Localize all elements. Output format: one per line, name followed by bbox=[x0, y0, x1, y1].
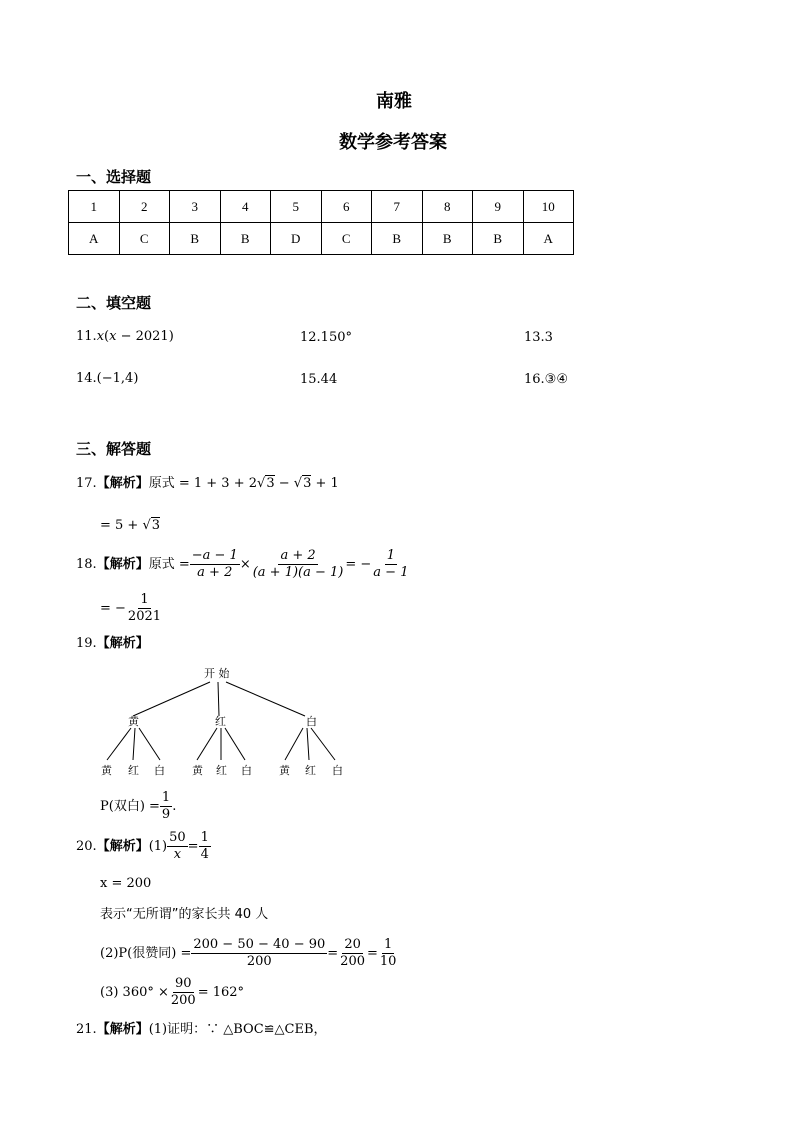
numerator: 1 bbox=[386, 548, 396, 563]
table-cell: 5 bbox=[271, 191, 322, 223]
answer-13: 13.3 bbox=[524, 330, 553, 345]
math-expr: + 1 bbox=[311, 476, 339, 491]
sqrt-arg: 3 bbox=[151, 518, 161, 533]
fraction bbox=[190, 548, 240, 581]
table-cell: 1 bbox=[69, 191, 120, 223]
q20-line4 bbox=[100, 937, 398, 970]
table-cell: A bbox=[69, 223, 120, 255]
table-cell: A bbox=[523, 223, 574, 255]
fraction bbox=[126, 592, 163, 625]
math-expr: = 162° bbox=[197, 984, 245, 1000]
tree-leaf: 红 bbox=[216, 764, 227, 777]
section-heading-choice: 一、选择题 bbox=[76, 168, 152, 186]
numerator: 1 bbox=[161, 790, 171, 805]
math-var: x bbox=[109, 329, 117, 344]
jiexi-label: 【解析】 bbox=[96, 476, 149, 491]
math-expr: = − bbox=[100, 600, 126, 616]
table-row bbox=[69, 191, 574, 223]
table-cell: B bbox=[422, 223, 473, 255]
math-expr: P(双白) = bbox=[100, 798, 160, 814]
tree-node: 红 bbox=[215, 715, 226, 728]
punctuation: . bbox=[172, 798, 177, 814]
table-cell: B bbox=[220, 223, 271, 255]
operator: = bbox=[367, 945, 378, 961]
math-expr: − 2021) bbox=[116, 329, 174, 344]
numerator: 1 bbox=[140, 592, 149, 607]
sqrt-arg: 3 bbox=[303, 476, 312, 491]
table-cell: C bbox=[119, 223, 170, 255]
table-cell: C bbox=[321, 223, 372, 255]
numerator: 20 bbox=[344, 937, 361, 952]
q17-line1: 17.【解析】原式 = 1 + 3 + 2√3 − √3 + 1 bbox=[76, 476, 339, 491]
operator: × bbox=[239, 556, 251, 572]
math-expr: = 5 + bbox=[100, 518, 143, 533]
section-heading-fill: 二、填空题 bbox=[76, 294, 152, 312]
question-number: 19. bbox=[76, 636, 97, 651]
jiexi-label: 【解析】 bbox=[96, 556, 149, 572]
table-cell: B bbox=[372, 223, 423, 255]
numerator: 1 bbox=[200, 830, 209, 845]
fraction bbox=[371, 548, 410, 581]
math-var: x bbox=[96, 329, 105, 344]
table-cell: 2 bbox=[119, 191, 170, 223]
numerator: 90 bbox=[175, 976, 192, 991]
sqrt-arg: 3 bbox=[266, 476, 275, 491]
tree-leaf: 黄 bbox=[192, 764, 203, 777]
fraction bbox=[167, 830, 188, 863]
part-label: (1) bbox=[148, 838, 168, 854]
fraction bbox=[378, 937, 399, 970]
denominator: a + 2 bbox=[197, 565, 233, 580]
table-cell: D bbox=[271, 223, 322, 255]
q17-line2: = 5 + √3 bbox=[100, 518, 161, 533]
tree-root: 开 始 bbox=[204, 667, 230, 680]
denominator: 200 bbox=[340, 954, 365, 969]
math-paren: ( bbox=[104, 329, 110, 344]
fraction bbox=[160, 790, 172, 823]
answer-table bbox=[68, 190, 574, 255]
table-cell: 7 bbox=[372, 191, 423, 223]
fraction bbox=[251, 548, 346, 581]
tree-node: 白 bbox=[306, 715, 317, 728]
answer-14: 14.(−1,4) bbox=[76, 371, 139, 386]
operator: = bbox=[327, 945, 339, 961]
table-cell: B bbox=[473, 223, 524, 255]
denominator: a − 1 bbox=[373, 565, 409, 580]
q21-line1 bbox=[76, 1020, 327, 1040]
operator: = bbox=[187, 838, 199, 854]
math-expr: = 1 + 3 + 2 bbox=[174, 476, 258, 491]
school-name: 南雅 bbox=[376, 91, 412, 112]
question-number: 17. bbox=[76, 476, 97, 491]
tree-node: 黄 bbox=[128, 715, 139, 728]
q18-line2 bbox=[100, 592, 163, 625]
section-heading-solve: 三、解答题 bbox=[76, 440, 152, 458]
denominator: 9 bbox=[161, 807, 171, 822]
numerator: a + 2 bbox=[280, 548, 316, 563]
q19-prob bbox=[100, 790, 176, 823]
fraction bbox=[169, 976, 198, 1009]
tree-leaf: 黄 bbox=[101, 764, 112, 777]
table-cell: B bbox=[170, 223, 221, 255]
answer-16: 16.③④ bbox=[524, 372, 568, 387]
tree-leaf: 白 bbox=[332, 764, 343, 777]
table-cell: 9 bbox=[473, 191, 524, 223]
question-number: 21. bbox=[76, 1022, 97, 1037]
numerator: 50 bbox=[169, 830, 186, 845]
q19-line1 bbox=[76, 634, 149, 654]
tree-diagram bbox=[95, 662, 365, 784]
part-label: (2) bbox=[100, 945, 119, 961]
table-cell: 6 bbox=[321, 191, 372, 223]
denominator: 10 bbox=[379, 954, 397, 969]
question-number: 18. bbox=[76, 556, 97, 572]
jiexi-label: 【解析】 bbox=[96, 636, 149, 651]
numerator: 200 − 50 − 40 − 90 bbox=[193, 937, 326, 952]
math-expr: − bbox=[274, 476, 294, 491]
operator: = − bbox=[345, 556, 372, 572]
answer-11 bbox=[76, 327, 174, 347]
q20-line3: 表示“无所谓”的家长共 40 人 bbox=[100, 907, 269, 922]
table-cell: 4 bbox=[220, 191, 271, 223]
tree-leaf: 白 bbox=[241, 764, 252, 777]
jiexi-label: 【解析】 bbox=[96, 1022, 149, 1037]
page-title: 数学参考答案 bbox=[339, 132, 447, 153]
tree-leaf: 红 bbox=[305, 764, 316, 777]
numerator: −a − 1 bbox=[191, 548, 238, 563]
math-expr: (1)证明：∵ △BOC≌△CEB， bbox=[148, 1022, 327, 1037]
tree-leaf: 白 bbox=[154, 764, 165, 777]
question-number: 11. bbox=[76, 329, 97, 344]
denominator: 200 bbox=[246, 954, 272, 969]
answer-12: 12.150° bbox=[300, 330, 352, 345]
prefix: 原式 bbox=[148, 476, 175, 491]
prefix: 原式 = bbox=[148, 556, 190, 572]
answer-15: 15.44 bbox=[300, 372, 338, 387]
math-expr: (3) 360° × bbox=[100, 984, 169, 1000]
numerator: 1 bbox=[384, 937, 393, 952]
table-row bbox=[69, 223, 574, 255]
q18-line1 bbox=[76, 548, 410, 581]
denominator: 4 bbox=[200, 847, 209, 862]
tree-leaf: 黄 bbox=[279, 764, 290, 777]
jiexi-label: 【解析】 bbox=[96, 838, 149, 854]
fraction bbox=[338, 937, 367, 970]
question-number: 20. bbox=[76, 838, 97, 854]
fraction bbox=[199, 830, 211, 863]
fraction bbox=[191, 937, 327, 970]
denominator: 2021 bbox=[127, 609, 162, 624]
q20-line2: x = 200 bbox=[100, 876, 152, 891]
tree-leaf: 红 bbox=[128, 764, 139, 777]
table-cell: 3 bbox=[170, 191, 221, 223]
math-expr: P(很赞同) = bbox=[118, 945, 192, 961]
q20-line5 bbox=[100, 976, 244, 1009]
table-cell: 10 bbox=[523, 191, 574, 223]
denominator: x bbox=[173, 847, 182, 862]
denominator: 200 bbox=[170, 993, 196, 1008]
table-cell: 8 bbox=[422, 191, 473, 223]
q20-line1 bbox=[76, 830, 211, 863]
denominator: (a + 1)(a − 1) bbox=[252, 565, 344, 580]
